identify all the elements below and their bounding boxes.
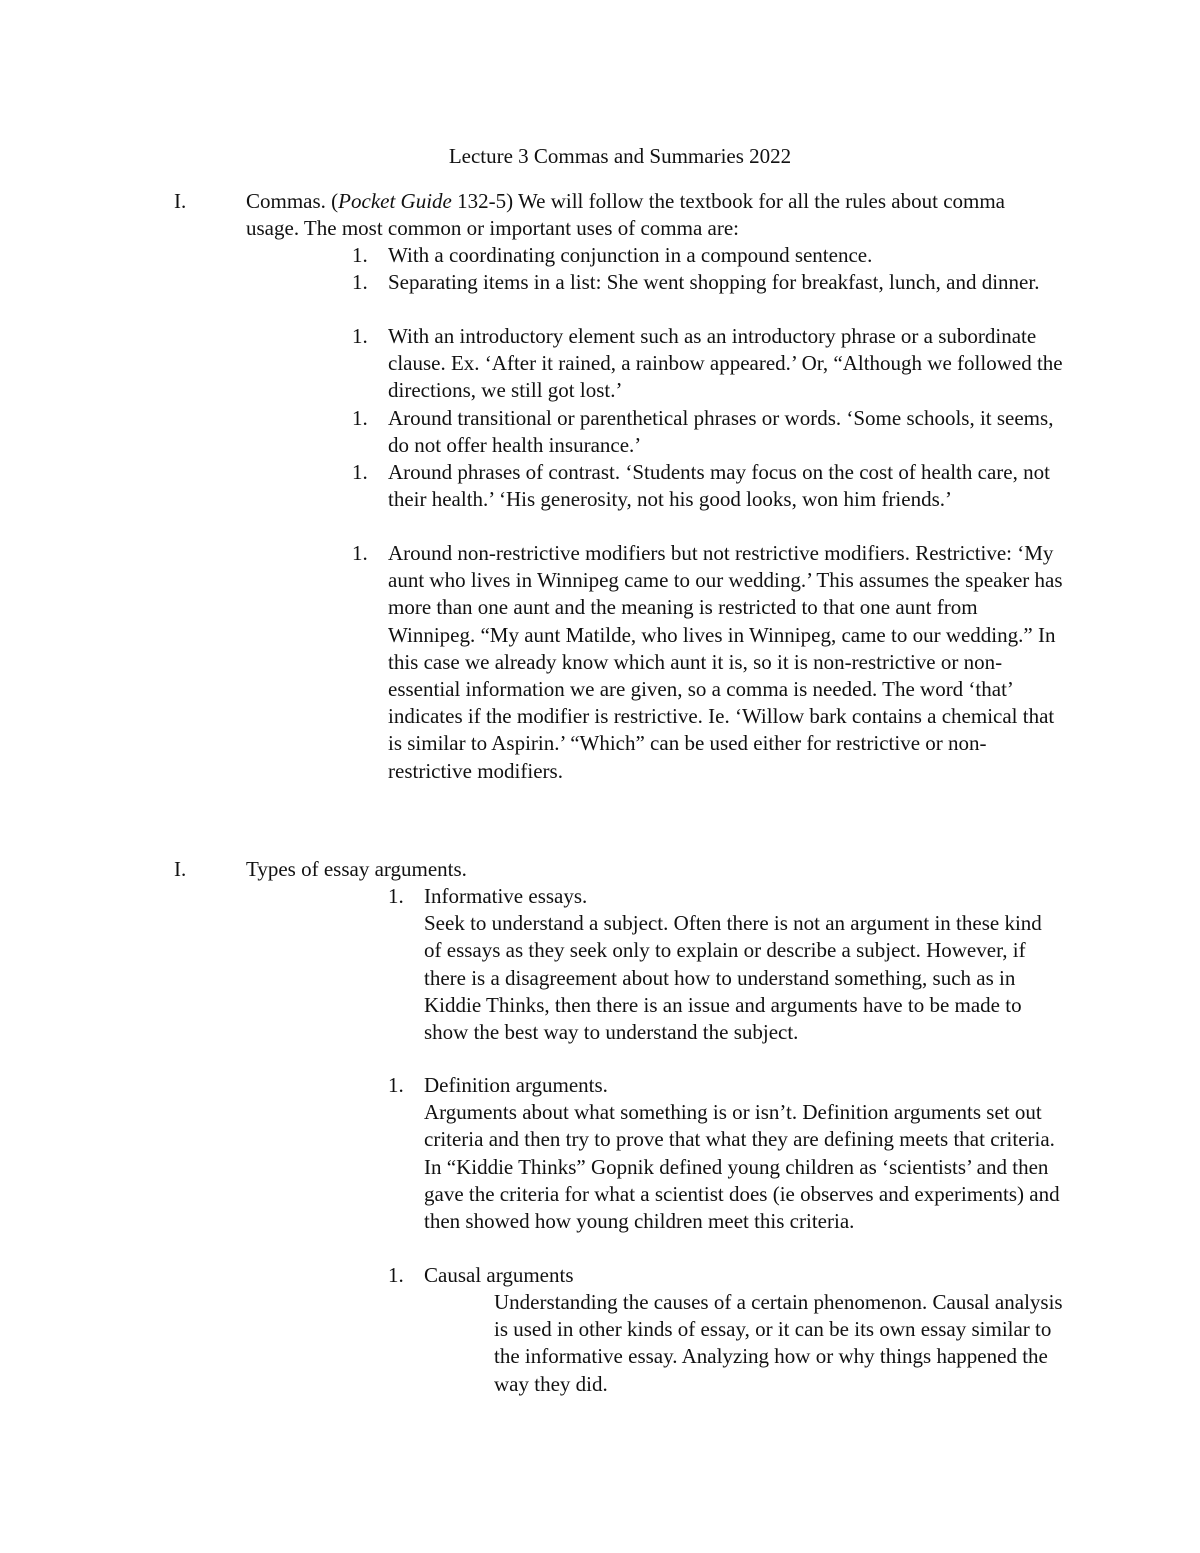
item-body: Understanding the causes of a certain phenomenon. Causal analysis is used in other kinds of essay, or it can be its own essay similar to the informative essay. Analyzing how or why things happened the way they did. — [494, 1290, 1063, 1396]
list-item: Around non-restrictive modifiers but not restrictive modifiers. Restrictive: ‘My aunt who lives in Winnipeg came to our wedding.’ This assumes the speaker has more than one aunt and the meaning is restricted to that one aunt from Winnipeg. “My aunt Matilde, who lives in Winnipeg, came to our wedding.” In this case we already know which aunt it is, so it is non-restrictive or non-essential information we are given, so a comma is needed. The word ‘that’ indicates if the modifier is restrictive. Ie. ‘Willow bark contains a chemical that is similar to Aspirin.’ “Which” can be used either for restrictive or non-restrictive modifiers. — [388, 541, 1063, 783]
heading-text: Commas. ( — [246, 189, 339, 213]
list-number: 1. — [352, 406, 368, 430]
list-number: 1. — [388, 884, 404, 908]
list-number: 1. — [352, 460, 368, 484]
page-title: Lecture 3 Commas and Summaries 2022 — [448, 144, 792, 168]
heading-italic: Pocket Guide — [338, 189, 452, 213]
item-body: Seek to understand a subject. Often there is not an argument in these kind of essays as they seek only to explain or describe a subject. However, if there is a disagreement about how to understand something, such as in Kiddie Thinks, then there is an issue and arguments have to be made to show the best way to understand the subject. — [424, 911, 1042, 1045]
list-number: 1. — [352, 243, 368, 267]
list-item: With an introductory element such as an introductory phrase or a subordinate clause. Ex. ‘After it rained, a rainbow appeared.’ Or, “Although we followed the directions, we still got lost.’ — [388, 324, 1063, 403]
list-item: With a coordinating conjunction in a compound sentence. — [388, 243, 873, 267]
section-heading-commas — [246, 188, 1046, 242]
item-body: Arguments about what something is or isn’t. Definition arguments set out criteria and then try to prove that what they are defining meets that criteria. In “Kiddie Thinks” Gopnik defined young children as ‘scientists’ and then gave the criteria for what a scientist does (ie observes and experiments) and then showed how young children meet this criteria. — [424, 1100, 1060, 1234]
section-numeral: I. — [174, 189, 187, 213]
list-number: 1. — [388, 1073, 404, 1097]
list-number: 1. — [352, 324, 368, 348]
item-title: Definition arguments. — [424, 1073, 608, 1097]
list-item: Separating items in a list: She went shopping for breakfast, lunch, and dinner. — [388, 270, 1040, 294]
list-number: 1. — [352, 270, 368, 294]
heading-text: 132-5) We will follow the textbook for all the rules about comma usage. The most common or important uses of comma are: — [246, 189, 1006, 241]
section-numeral: I. — [174, 857, 187, 881]
section-heading-essay-types: Types of essay arguments. — [246, 857, 467, 881]
list-item: Around phrases of contrast. ‘Students may focus on the cost of health care, not their health.’ ‘His generosity, not his good looks, won him friends.’ — [388, 460, 1050, 512]
list-item — [424, 1072, 1062, 1235]
list-number: 1. — [352, 541, 368, 565]
list-item — [424, 883, 1044, 1046]
item-title: Causal arguments — [424, 1263, 574, 1287]
list-item: Around transitional or parenthetical phrases or words. ‘Some schools, it seems, do not offer health insurance.’ — [388, 406, 1054, 458]
item-title: Informative essays. — [424, 884, 588, 908]
list-number: 1. — [388, 1263, 404, 1287]
